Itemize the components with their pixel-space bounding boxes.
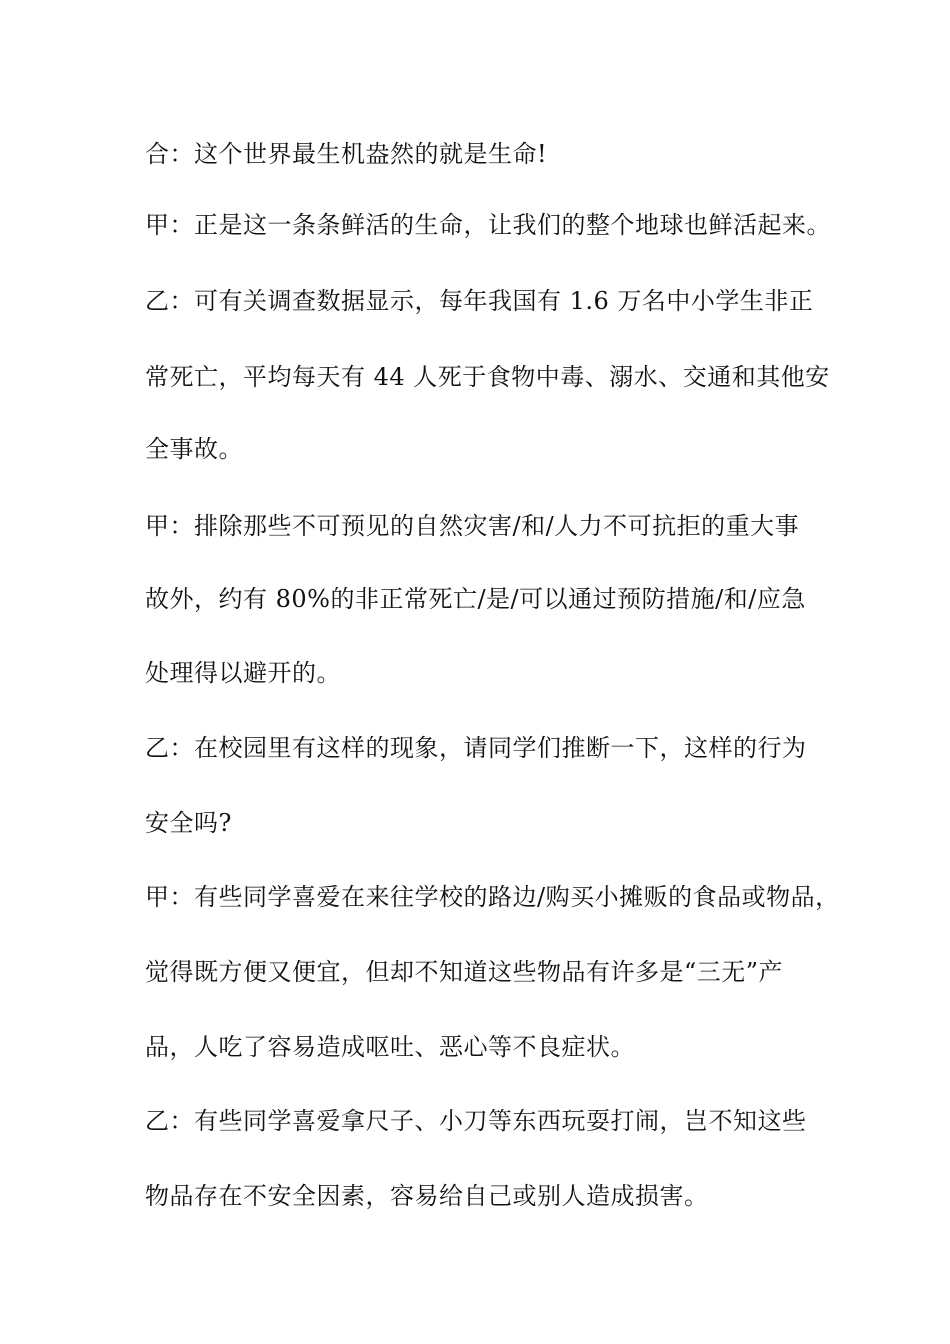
text-line: 乙：可有关调查数据显示，每年我国有 1.6 万名中小学生非正 <box>145 287 814 315</box>
text-line: 甲：正是这一条条鲜活的生命，让我们的整个地球也鲜活起来。 <box>145 211 831 239</box>
text-line: 常死亡，平均每天有 44 人死于食物中毒、溺水、交通和其他安 <box>145 363 830 391</box>
text-line: 全事故。 <box>145 435 243 463</box>
text-line: 甲：有些同学喜爱在来往学校的路边/购买小摊贩的食品或物品， <box>145 883 840 911</box>
text-line: 物品存在不安全因素，容易给自己或别人造成损害。 <box>145 1182 709 1210</box>
text-line: 品，人吃了容易造成呕吐、恶心等不良症状。 <box>145 1033 635 1061</box>
text-line: 处理得以避开的。 <box>145 659 341 687</box>
text-line: 安全吗? <box>145 809 232 837</box>
text-line: 故外，约有 80%的非正常死亡/是/可以通过预防措施/和/应急 <box>145 585 806 613</box>
text-line: 乙：有些同学喜爱拿尺子、小刀等东西玩耍打闹，岂不知这些 <box>145 1107 807 1135</box>
text-line: 乙：在校园里有这样的现象，请同学们推断一下，这样的行为 <box>145 734 807 762</box>
text-line: 合：这个世界最生机盎然的就是生命! <box>145 140 548 168</box>
text-line: 甲：排除那些不可预见的自然灾害/和/人力不可抗拒的重大事 <box>145 512 800 540</box>
text-line: 觉得既方便又便宜，但却不知道这些物品有许多是“三无”产 <box>145 958 784 986</box>
